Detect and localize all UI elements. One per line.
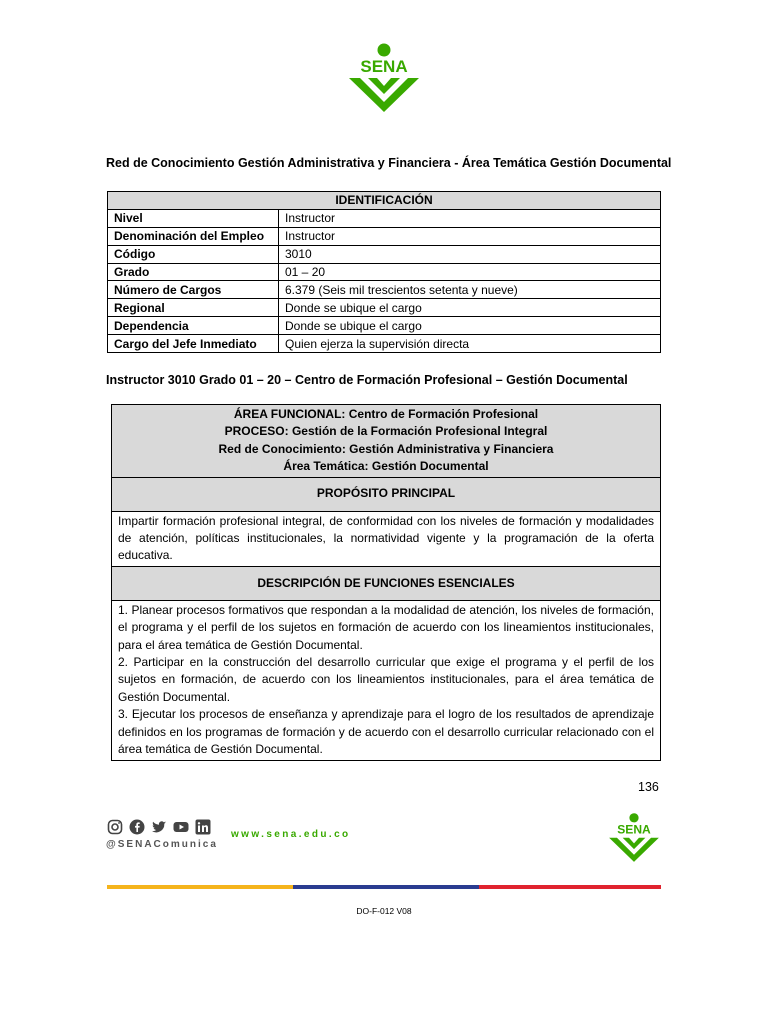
youtube-icon[interactable] xyxy=(173,819,189,835)
social-icons xyxy=(107,819,211,835)
row-label: Dependencia xyxy=(108,317,279,335)
funciones-title: DESCRIPCIÓN DE FUNCIONES ESENCIALES xyxy=(112,566,661,600)
table-row xyxy=(108,335,661,353)
row-label: Regional xyxy=(108,299,279,317)
table-row xyxy=(108,209,661,227)
document-heading: Red de Conocimiento Gestión Administrativa y Financiera - Área Temática Gestión Documental xyxy=(106,156,672,170)
area-line: PROCESO: Gestión de la Formación Profesional Integral xyxy=(224,424,548,439)
instagram-icon[interactable] xyxy=(107,819,123,835)
row-value: 6.379 (Seis mil trescientos setenta y nueve) xyxy=(279,281,661,299)
stripe-blue xyxy=(293,885,479,889)
funcion-item: 1. Planear procesos formativos que respondan a la modalidad de atención, los niveles de formación, el programa y el perfil de los sujetos en formación de acuerdo con los lineamientos institucionales, para el área temática de Gestión Documental. xyxy=(118,602,654,652)
identificacion-title: IDENTIFICACIÓN xyxy=(108,192,661,210)
twitter-icon[interactable] xyxy=(151,819,167,835)
row-label: Código xyxy=(108,245,279,263)
document-reference: DO-F-012 V08 xyxy=(356,906,412,916)
area-line: ÁREA FUNCIONAL: Centro de Formación Profesional xyxy=(233,407,539,421)
funciones-list xyxy=(112,600,661,760)
row-value: Quien ejerza la supervisión directa xyxy=(279,335,661,353)
row-value: Instructor xyxy=(279,227,661,245)
row-value: Donde se ubique el cargo xyxy=(279,317,661,335)
row-label: Nivel xyxy=(108,209,279,227)
sena-logo-bottom xyxy=(607,809,661,865)
area-line: Red de Conocimiento: Gestión Administrativa y Financiera xyxy=(218,441,554,456)
proposito-text: Impartir formación profesional integral, de conformidad con los niveles de formación y modalidades de atención, políticas institucionales, la normatividad vigente y la programación de la oferta educativa. xyxy=(112,511,661,566)
table-row xyxy=(108,317,661,335)
proposito-title: PROPÓSITO PRINCIPAL xyxy=(112,477,661,511)
table-row xyxy=(108,281,661,299)
sena-logo-text: SENA xyxy=(617,822,651,837)
section-subheading: Instructor 3010 Grado 01 – 20 – Centro de Formación Profesional – Gestión Documental xyxy=(106,373,628,387)
identificacion-table xyxy=(107,191,661,353)
stripe-yellow xyxy=(107,885,293,889)
area-line: Área Temática: Gestión Documental xyxy=(283,459,489,474)
table-row xyxy=(108,299,661,317)
funcion-item: 3. Ejecutar los procesos de enseñanza y aprendizaje para el logro de los resultados de aprendizaje definidos en los programas de formación y de acuerdo con el desarrollo curricular relacionado con el área temática de Gestión Documental. xyxy=(118,707,654,757)
row-label: Denominación del Empleo xyxy=(108,227,279,245)
social-handle: @SENAComunica xyxy=(106,839,218,850)
website-link[interactable]: www.sena.edu.co xyxy=(231,829,351,840)
row-value: Instructor xyxy=(279,209,661,227)
row-label: Grado xyxy=(108,263,279,281)
table-row xyxy=(108,245,661,263)
sena-logo-text: SENA xyxy=(360,57,408,76)
funcion-item: 2. Participar en la construcción del desarrollo curricular que exige el programa y el perfil de los sujetos en formación, de acuerdo con los lineamientos institucionales, para el área temática de Gestión Documental. xyxy=(118,655,654,704)
footer-color-stripe xyxy=(107,885,661,889)
funciones-table xyxy=(111,404,661,761)
page-number: 136 xyxy=(638,780,659,794)
sena-logo-top xyxy=(346,42,422,112)
row-label: Cargo del Jefe Inmediato xyxy=(108,335,279,353)
row-value: 3010 xyxy=(279,245,661,263)
row-value: 01 – 20 xyxy=(279,263,661,281)
table-row xyxy=(108,227,661,245)
stripe-red xyxy=(479,885,661,889)
area-block xyxy=(112,405,661,478)
row-label: Número de Cargos xyxy=(108,281,279,299)
row-value: Donde se ubique el cargo xyxy=(279,299,661,317)
facebook-icon[interactable] xyxy=(129,819,145,835)
table-row xyxy=(108,263,661,281)
linkedin-icon[interactable] xyxy=(195,819,211,835)
